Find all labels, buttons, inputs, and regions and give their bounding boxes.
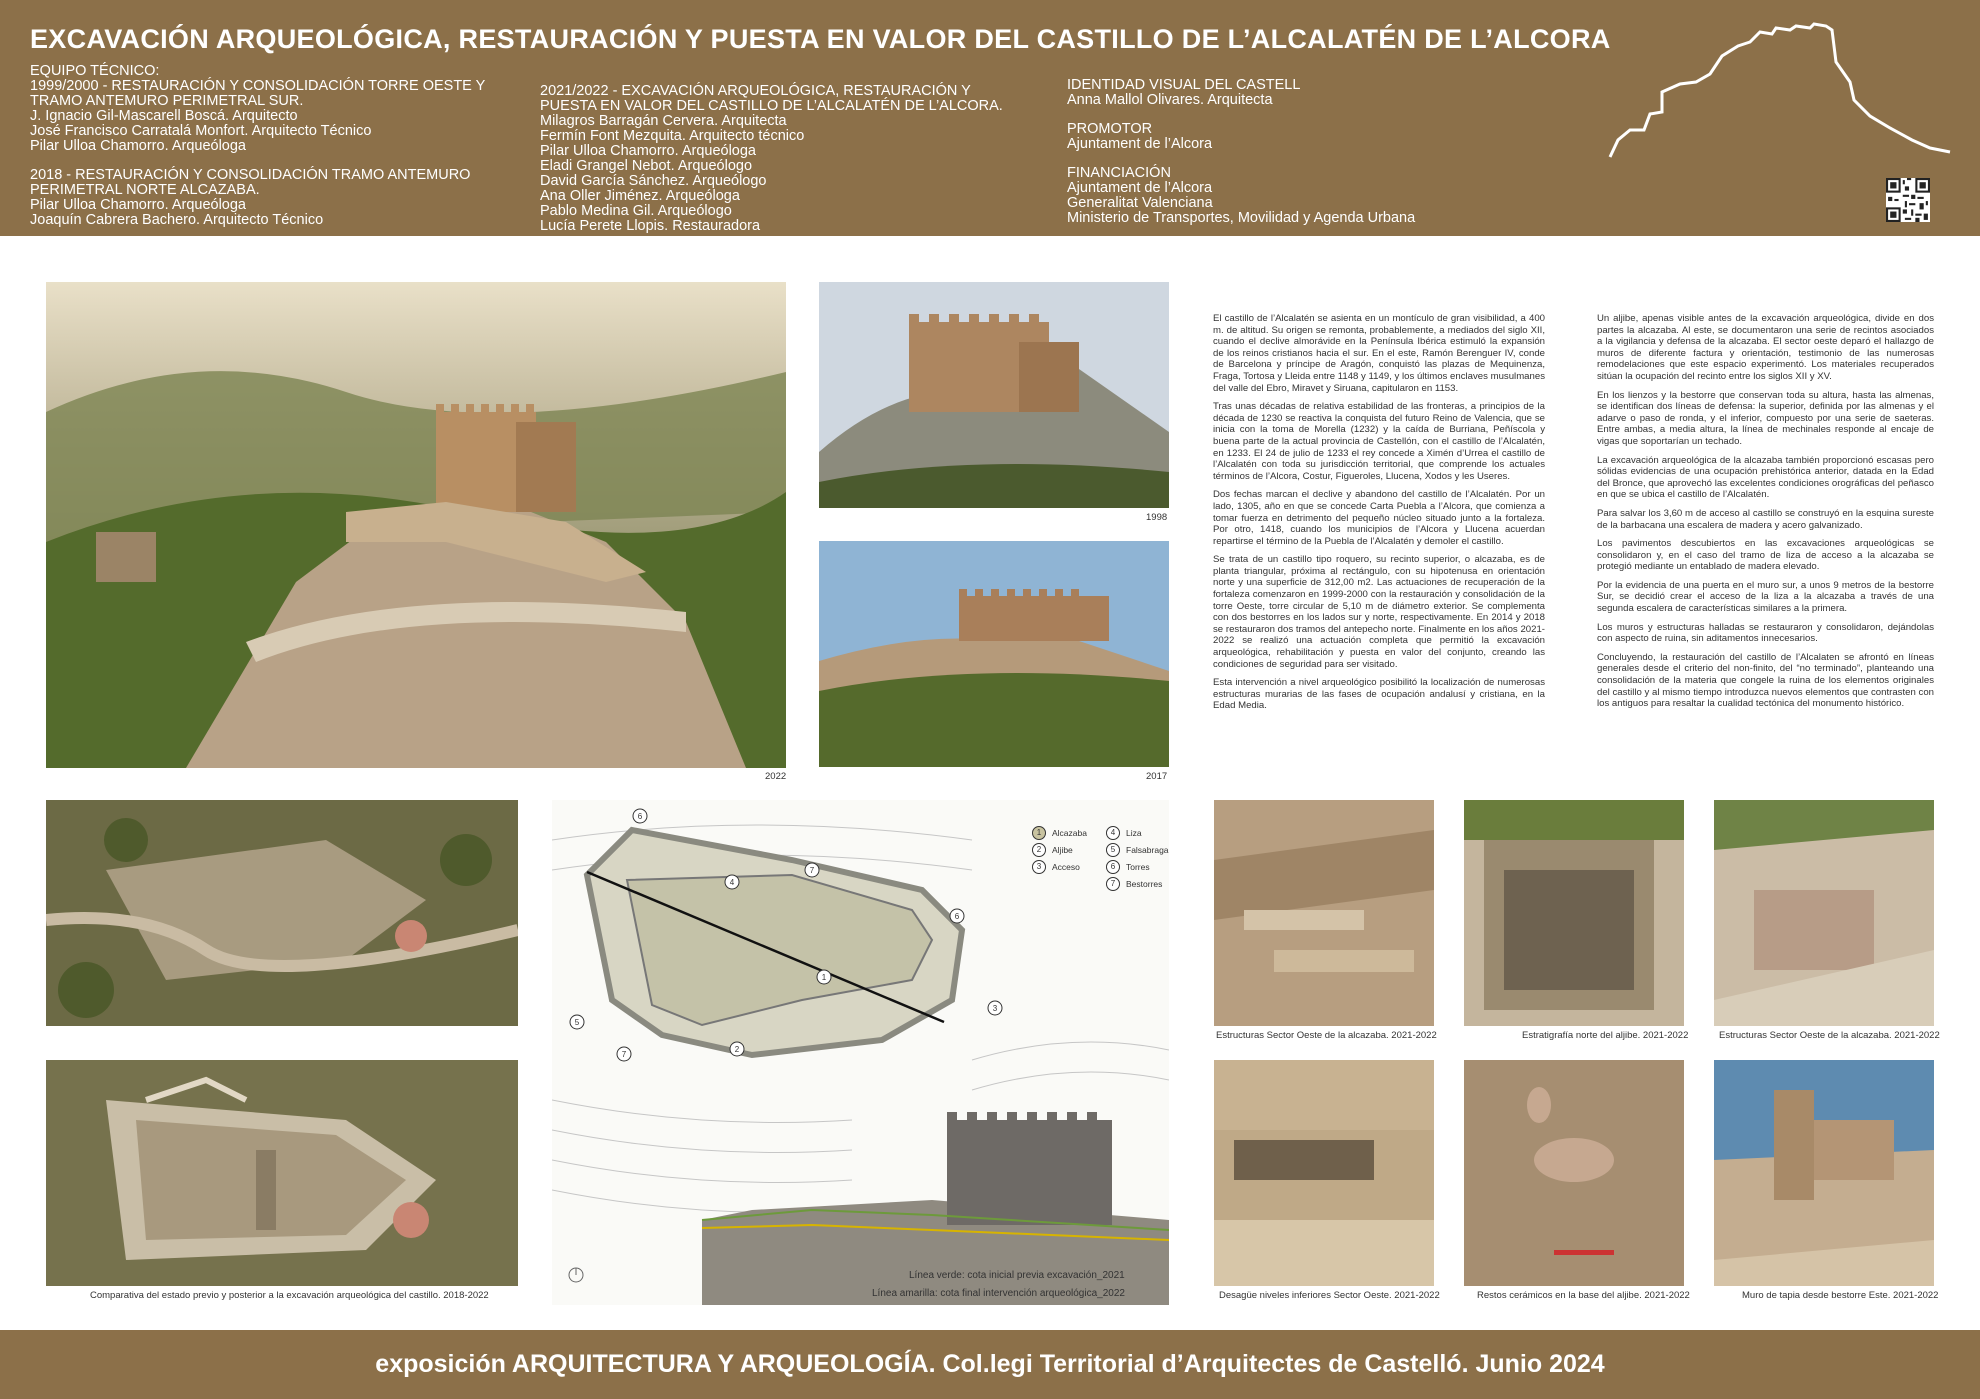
legend-label: Acceso <box>1052 861 1080 872</box>
svg-text:1: 1 <box>821 973 827 982</box>
gallery-caption-3: Estructuras Sector Oeste de la alcazaba. 2021-2022 <box>1719 1030 1940 1041</box>
credit-line: Ajuntament de l’Alcora <box>1067 136 1213 152</box>
legend-note-green: Línea verde: cota inicial previa excavación_2021 <box>909 1270 1125 1281</box>
credit-line: TRAMO ANTEMURO PERIMETRAL SUR. <box>30 93 304 109</box>
credit-line: Lucía Perete Llopis. Restauradora <box>540 218 761 234</box>
credit-line: Eladi Grangel Nebot. Arqueólogo <box>540 158 753 174</box>
legend-number: 3 <box>1032 860 1046 874</box>
gallery-photo-2 <box>1464 800 1684 1026</box>
legend-number: 6 <box>1106 860 1120 874</box>
legend-label: Liza <box>1126 827 1142 838</box>
header-band <box>0 0 1980 236</box>
aerial-caption: Comparativa del estado previo y posterior a la excavación arqueológica del castillo. 2018-2022 <box>90 1290 489 1301</box>
spacer <box>1067 152 1415 166</box>
credit-line: PERIMETRAL NORTE ALCAZABA. <box>30 182 260 198</box>
paragraph: En los lienzos y la bestorre que conservan toda su altura, hasta las almenas, se identifican dos líneas de defensa: la superior, definida por las almenas y el adarve o paso de ronda, y el inferior, compuesto por una serie de saeteras. Entre ambas, a media altura, la línea de mechinales responde al encaje de vigas que soportarían un techado. <box>1597 389 1934 447</box>
legend-note-yellow: Línea amarilla: cota final intervención arqueológica_2022 <box>872 1288 1125 1299</box>
photo-year-label: 2022 <box>765 771 787 782</box>
legend-number: 4 <box>1106 826 1120 840</box>
credit-line: Pilar Ulloa Chamorro. Arqueóloga <box>540 143 756 159</box>
svg-text:6: 6 <box>954 912 960 921</box>
text-column-left <box>1213 313 1545 719</box>
credit-line: 1999/2000 - RESTAURACIÓN Y CONSOLIDACIÓN TORRE OESTE Y <box>30 78 486 94</box>
paragraph: Se trata de un castillo tipo roquero, su recinto superior, o alcazaba, es de planta triangular, próxima al rectángulo, con su hipotenusa en orientación norte y una superficie de 312,00 m2. Las actuaciones de recuperación de la fortaleza comenzaron en 1999-2000 con la restauración y consolidación de la torre Oeste, torre circular de 5,10 m de diámetro exterior. Se complementa con dos bestorres en los lados sur y norte, respectivamente. En 2014 y 2018 se restauraron dos tramos del antepecho norte. Finalmente en los años 2021-2022 se realizó una actuación completa que permitió la excavación arqueológica, rehabilitación y puesta en valor del conjunto, creando las condiciones de seguridad para ser visitado. <box>1213 554 1545 670</box>
paragraph: Los pavimentos descubiertos en las excavaciones arqueológicas se consolidaron y, en el caso del tramo de liza de acceso a la alcazaba se protegió mediante un entablado de madera elevado. <box>1597 538 1934 573</box>
plan-legend-right <box>1106 824 1169 892</box>
gallery-caption-2: Estratigrafía norte del aljibe. 2021-2022 <box>1522 1030 1689 1041</box>
legend-item <box>1032 841 1087 858</box>
legend-number: 1 <box>1032 826 1046 840</box>
credit-line: IDENTIDAD VISUAL DEL CASTELL <box>1067 77 1301 93</box>
gallery-photo-3 <box>1714 800 1934 1026</box>
footer-band <box>0 1330 1980 1399</box>
legend-label: Bestorres <box>1126 878 1163 889</box>
credit-line: Ajuntament de l’Alcora <box>1067 180 1213 196</box>
legend-number: 5 <box>1106 843 1120 857</box>
photo-castle-1998 <box>819 282 1169 508</box>
plan-drawing <box>552 800 1169 1305</box>
site-plan-diagram <box>552 800 1169 1305</box>
paragraph: Los muros y estructuras halladas se restauraron y consolidaron, dejándolas con aspecto de ruina, sin aditamentos innecesarios. <box>1597 621 1934 645</box>
castle-silhouette-icon <box>1600 22 1960 162</box>
paragraph: Esta intervención a nivel arqueológico posibilitó la localización de numerosas estructuras murarias de las fases de ocupación andalusí y cristiana, en la Edad Media. <box>1213 677 1545 712</box>
text-column-right <box>1597 313 1934 717</box>
credit-line: FINANCIACIÓN <box>1067 165 1171 181</box>
credits-column-3 <box>1067 78 1415 226</box>
photo-year-label: 2017 <box>1146 771 1168 782</box>
credit-line: 2018 - RESTAURACIÓN Y CONSOLIDACIÓN TRAMO ANTEMURO <box>30 167 471 183</box>
svg-text:6: 6 <box>637 812 643 821</box>
page-title: EXCAVACIÓN ARQUEOLÓGICA, RESTAURACIÓN Y PUESTA EN VALOR DEL CASTILLO DE L’ALCALATÉN DE L’ALCORA <box>30 24 1611 54</box>
credits-column-2 <box>540 84 1003 234</box>
spacer <box>1067 108 1415 122</box>
paragraph: La excavación arqueológica de la alcazaba también proporcionó escasas pero sólidas evidencias de una ocupación prehistórica anterior, datada en la Edad del Bronce, que aprovechó las excelentes condiciones orográficas del peñasco en que se ubica el castillo de l’Alcalatén. <box>1597 454 1934 501</box>
svg-text:4: 4 <box>729 878 735 887</box>
aerial-photo-before <box>46 800 518 1026</box>
credit-line: Generalitat Valenciana <box>1067 195 1213 211</box>
legend-item <box>1032 824 1087 841</box>
credit-line: J. Ignacio Gil-Mascarell Boscá. Arquitecto <box>30 108 298 124</box>
credit-line: 2021/2022 - EXCAVACIÓN ARQUEOLÓGICA, RESTAURACIÓN Y <box>540 83 971 99</box>
legend-item <box>1106 824 1169 841</box>
paragraph: Tras unas décadas de relativa estabilidad de las fronteras, a principios de la década de 1230 se reactiva la conquista del futuro Reino de Valencia, que se inicia con la toma de Morella (1232) y la caída de Burriana, Peñíscola y buena parte de la actual provincia de Castellón, con el castillo de l’Alcalatén, en 1233. El 24 de julio de 1233 el rey concede a Ximén d’Urrea el castillo de l’Alcalatén con toda su jurisdicción territorial, que comprende los actuales términos de l’Alcora, Costur, Figueroles, Llucena, Xodos y les Useres. <box>1213 401 1545 482</box>
gallery-caption-6: Muro de tapia desde bestorre Este. 2021-2022 <box>1742 1290 1939 1301</box>
credit-line: Ministerio de Transportes, Movilidad y Agenda Urbana <box>1067 210 1416 226</box>
legend-number: 7 <box>1106 877 1120 891</box>
credit-line: José Francisco Carratalá Monfort. Arquitecto Técnico <box>30 123 372 139</box>
legend-label: Falsabraga <box>1126 844 1169 855</box>
credit-line: PROMOTOR <box>1067 121 1153 137</box>
aerial-photo-after <box>46 1060 518 1286</box>
legend-number: 2 <box>1032 843 1046 857</box>
gallery-photo-6 <box>1714 1060 1934 1286</box>
paragraph: Concluyendo, la restauración del castillo de l’Alcalaten se afrontó en líneas generales desde el criterio del non-finito, del “no terminado”, planteando una consolidación de la materia que congele la ruina de los elementos originales del castillo y al mismo tiempo introduzca nuevos elementos que contrasten con los antiguos para resaltar la cualidad tectónica del monumento histórico. <box>1597 651 1934 710</box>
legend-item <box>1032 858 1087 875</box>
gallery-photo-5 <box>1464 1060 1684 1286</box>
legend-label: Torres <box>1126 861 1150 872</box>
gallery-photo-1 <box>1214 800 1434 1026</box>
credit-line: EQUIPO TÉCNICO: <box>30 63 160 79</box>
gallery-photo-4 <box>1214 1060 1434 1286</box>
credit-line: Anna Mallol Olivares. Arquitecta <box>1067 92 1273 108</box>
plan-legend-left <box>1032 824 1087 875</box>
photo-castle-2017 <box>819 541 1169 767</box>
credit-line: Pilar Ulloa Chamorro. Arqueóloga <box>30 197 246 213</box>
footer-text: exposición ARQUITECTURA Y ARQUEOLOGÍA. Col.legi Territorial d’Arquitectes de Castelló. Junio 2024 <box>375 1350 1605 1378</box>
svg-text:3: 3 <box>992 1004 998 1013</box>
svg-text:2: 2 <box>734 1045 740 1054</box>
spacer <box>30 154 485 168</box>
credits-column-1 <box>30 64 485 228</box>
credit-line: Pablo Medina Gil. Arqueólogo <box>540 203 732 219</box>
paragraph: Un aljibe, apenas visible antes de la excavación arqueológica, divide en dos partes la alcazaba. Al este, se documentaron una serie de recintos asociados a la vigilancia y defensa de la alcazaba. El sector oeste deparó el hallazgo de muros de diferente factura y orientación, testimonio de las numerosas remodelaciones que este espacio experimentó. Los materiales recuperados sitúan la ocupación del recinto entre los siglos XII y XV. <box>1597 313 1934 382</box>
credit-line: David García Sánchez. Arqueólogo <box>540 173 767 189</box>
svg-text:7: 7 <box>621 1050 627 1059</box>
gallery-caption-5: Restos cerámicos en la base del aljibe. 2021-2022 <box>1477 1290 1690 1301</box>
svg-text:7: 7 <box>809 866 815 875</box>
credit-line: Pilar Ulloa Chamorro. Arqueóloga <box>30 138 246 154</box>
credit-line: Ana Oller Jiménez. Arqueóloga <box>540 188 740 204</box>
photo-year-label: 1998 <box>1146 512 1168 523</box>
svg-text:5: 5 <box>574 1018 580 1027</box>
legend-item <box>1106 841 1169 858</box>
credit-line: Milagros Barragán Cervera. Arquitecta <box>540 113 787 129</box>
gallery-caption-1: Estructuras Sector Oeste de la alcazaba. 2021-2022 <box>1216 1030 1437 1041</box>
hero-photo-castle-2022 <box>46 282 786 768</box>
qr-code-icon[interactable] <box>1886 178 1930 222</box>
credit-line: Fermín Font Mezquita. Arquitecto técnico <box>540 128 805 144</box>
credit-line: PUESTA EN VALOR DEL CASTILLO DE L’ALCALATÉN DE L’ALCORA. <box>540 98 1003 114</box>
paragraph: Por la evidencia de una puerta en el muro sur, a unos 9 metros de la bestorre Sur, se decidió crear el acceso de la liza a la alcazaba a través de una segunda escalera de características similares a la primera. <box>1597 579 1934 615</box>
paragraph: El castillo de l’Alcalatén se asienta en un montículo de gran visibilidad, a 400 m. de altitud. Su origen se remonta, probablemente, a mediados del siglo XII, cuando el declive almorávide en la Península Ibérica estimuló la expansión de los reinos cristianos hacia el sur. En el este, Ramón Berenguer IV, conde de Barcelona y príncipe de Aragón, conquistó las plazas de Mequinenza, Fraga, Tortosa y Lleida entre 1148 y 1149, y los últimos enclaves musulmanes del valle del Ebro, Miravet y Siruana, capitularon en 1153. <box>1213 313 1545 394</box>
credit-line: Joaquín Cabrera Bachero. Arquitecto Técnico <box>30 212 324 228</box>
gallery-caption-4: Desagüe niveles inferiores Sector Oeste. 2021-2022 <box>1219 1290 1440 1301</box>
legend-item <box>1106 875 1169 892</box>
paragraph: Dos fechas marcan el declive y abandono del castillo de l’Alcalatén. Por un lado, 1305, año en que se concede Carta Puebla a l’Alcora, que comienza a tomar fuerza en detrimento del pequeño núcleo situado junto a la fortaleza. Por otro, 1418, cuando los municipios de l’Alcora y Llucena acuerdan repartirse el término de la Puebla de l’Alcalatén y demoler el castillo. <box>1213 489 1545 547</box>
legend-label: Aljibe <box>1052 844 1073 855</box>
legend-item <box>1106 858 1169 875</box>
paragraph: Para salvar los 3,60 m de acceso al castillo se construyó en la esquina sureste de la barbacana una escalera de madera y acero galvanizado. <box>1597 507 1934 531</box>
legend-label: Alcazaba <box>1052 827 1087 838</box>
